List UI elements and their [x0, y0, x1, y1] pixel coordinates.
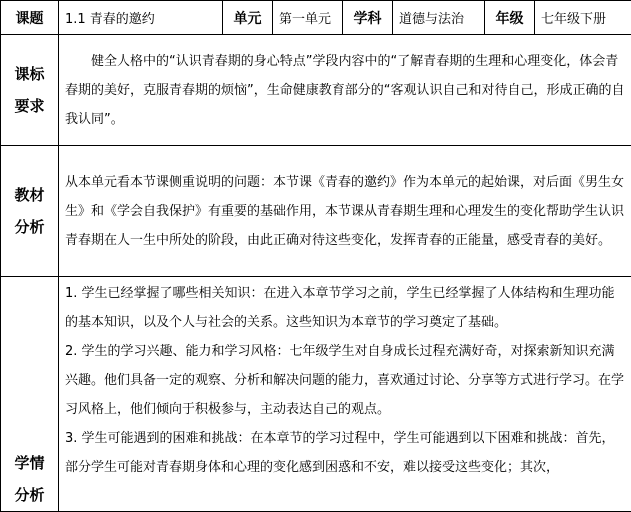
students-item-1: 1. 学生已经掌握了哪些相关知识：在进入本章节学习之前，学生已经掌握了人体结构和生理功能的基本知识，以及个人与社会的关系。这些知识为本章节的学习奠定了基础。 [65, 279, 625, 337]
students-item-2: 2. 学生的学习兴趣、能力和学习风格：七年级学生对自身成长过程充满好奇，对探索新知识充满兴趣。他们具备一定的观察、分析和解决问题的能力，喜欢通过讨论、分享等方式进行学习。在学习风格上，他们倾向于积极参与，主动表达自己的观点。 [65, 337, 625, 424]
standards-label-line2: 要求 [1, 90, 58, 122]
textbook-label-line1: 教材 [1, 179, 58, 211]
students-content [59, 277, 631, 512]
textbook-row [1, 146, 631, 277]
textbook-label [1, 146, 59, 277]
standards-row [1, 35, 631, 146]
grade-value: 七年级下册 [535, 1, 631, 35]
students-label [1, 277, 59, 512]
standards-label [1, 35, 59, 146]
unit-label: 单元 [223, 1, 273, 35]
standards-label-line1: 课标 [1, 58, 58, 90]
standards-text: 健全人格中的“认识青春期的身心特点”学段内容中的“了解青春期的生理和心理变化，体会青春期的美好，克服青春期的烦恼”，生命健康教育部分的“客观认识自己和对待自己，形成正确的自我认同”。 [65, 47, 625, 134]
lesson-label: 课题 [1, 1, 59, 35]
textbook-label-line2: 分析 [1, 211, 58, 243]
subject-value: 道德与法治 [393, 1, 485, 35]
unit-value: 第一单元 [273, 1, 343, 35]
students-item-3: 3. 学生可能遇到的困难和挑战：在本章节的学习过程中，学生可能遇到以下困难和挑战：首先，部分学生可能对青春期身体和心理的变化感到困惑和不安，难以接受这些变化；其次， [65, 424, 625, 482]
grade-label: 年级 [485, 1, 535, 35]
header-row [1, 1, 631, 35]
textbook-text: 从本单元看本节课侧重说明的问题：本节课《青春的邀约》作为本单元的起始课，对后面《男生女生》和《学会自我保护》有重要的基础作用，本节课从青春期生理和心理发生的变化帮助学生认识青春期在人一生中所处的阶段，由此正确对待这些变化，发挥青春的正能量，感受青春的美好。 [65, 168, 625, 255]
standards-content [59, 35, 631, 146]
students-label-line2: 分析 [1, 479, 58, 511]
students-row [1, 277, 631, 512]
students-label-line1: 学情 [1, 447, 58, 479]
textbook-content [59, 146, 631, 277]
lesson-value: 1.1 青春的邀约 [59, 1, 223, 35]
subject-label: 学科 [343, 1, 393, 35]
